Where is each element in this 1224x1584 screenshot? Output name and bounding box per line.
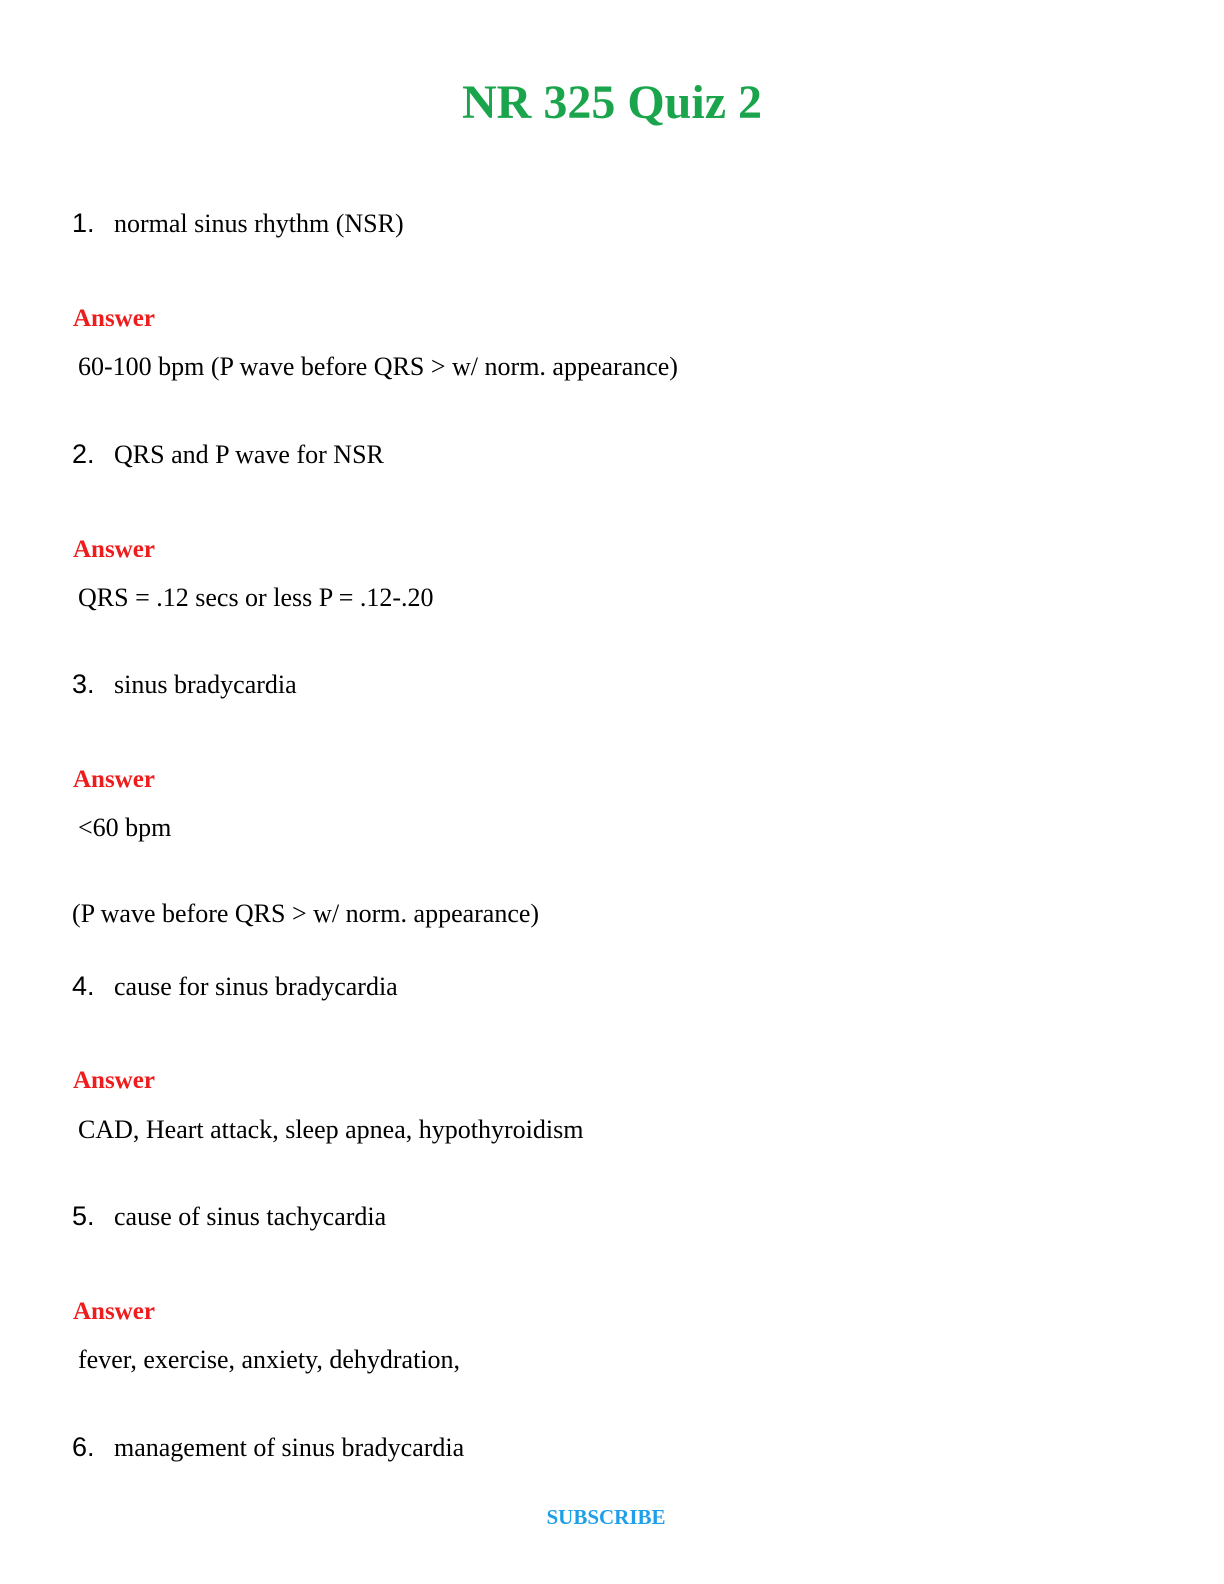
page-title: NR 325 Quiz 2: [462, 76, 762, 129]
question-1: [72, 206, 404, 241]
answer-text-extra: (P wave before QRS > w/ norm. appearance): [72, 899, 540, 928]
question-number: 1.: [72, 208, 95, 238]
question-text: normal sinus rhythm (NSR): [114, 209, 404, 238]
answer-text: CAD, Heart attack, sleep apnea, hypothyroidism: [78, 1115, 584, 1144]
answer-label: Answer: [73, 305, 155, 332]
question-number: 4.: [72, 971, 95, 1001]
answer-text: <60 bpm: [78, 813, 172, 842]
question-text: management of sinus bradycardia: [114, 1433, 465, 1462]
answer-label: Answer: [73, 1067, 155, 1094]
question-text: cause of sinus tachycardia: [114, 1202, 387, 1231]
question-6: [72, 1430, 464, 1465]
answer-label: Answer: [73, 536, 155, 563]
question-2: [72, 437, 384, 472]
question-text: sinus bradycardia: [114, 670, 297, 699]
question-4: [72, 969, 398, 1004]
answer-label: Answer: [73, 766, 155, 793]
answer-text: 60-100 bpm (P wave before QRS > w/ norm. appearance): [78, 352, 678, 381]
answer-text: fever, exercise, anxiety, dehydration,: [78, 1345, 461, 1374]
question-3: [72, 667, 297, 702]
question-text: cause for sinus bradycardia: [114, 972, 398, 1001]
answer-label: Answer: [73, 1298, 155, 1325]
question-5: [72, 1199, 386, 1234]
question-number: 2.: [72, 439, 95, 469]
answer-text: QRS = .12 secs or less P = .12-.20: [78, 583, 434, 612]
question-number: 3.: [72, 669, 95, 699]
question-text: QRS and P wave for NSR: [114, 440, 384, 469]
question-number: 5.: [72, 1201, 95, 1231]
question-number: 6.: [72, 1432, 95, 1462]
subscribe-link[interactable]: SUBSCRIBE: [546, 1505, 666, 1529]
